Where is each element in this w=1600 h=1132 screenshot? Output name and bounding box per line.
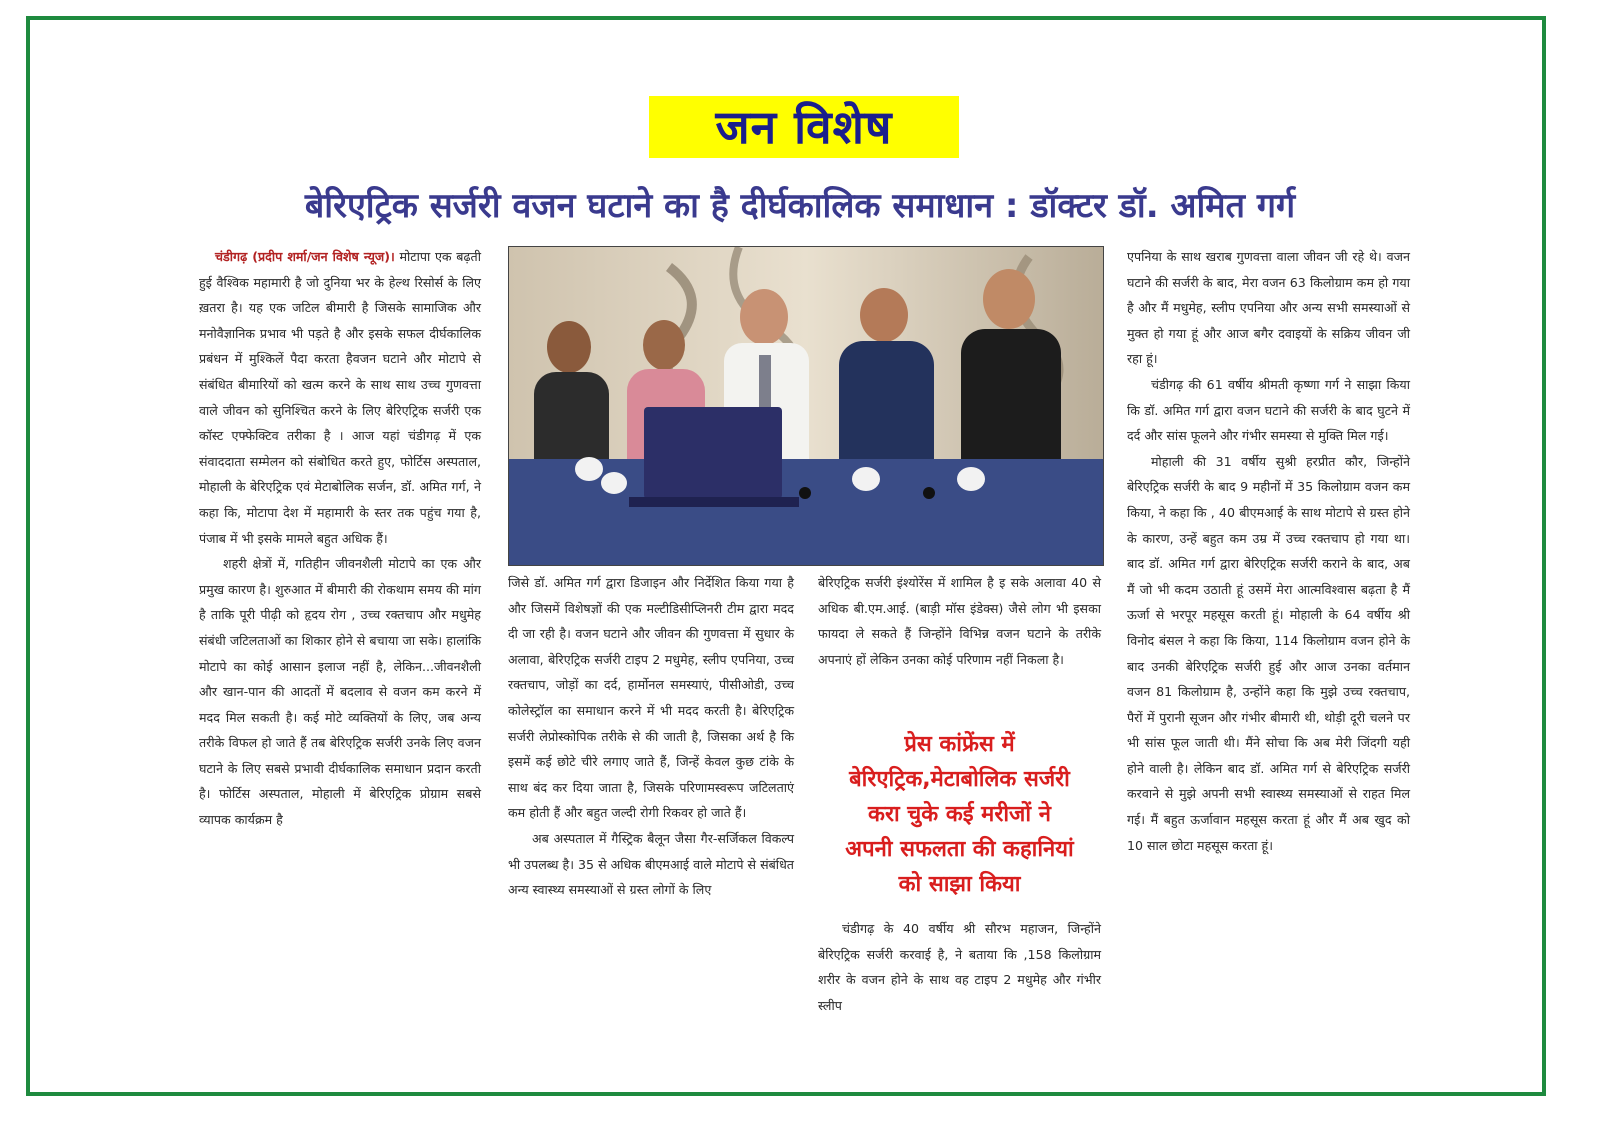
paragraph: मोहाली की 31 वर्षीय सुश्री हरप्रीत कौर, जिन्होंने बेरिएट्रिक सर्जरी के बाद 9 महीनों में 35 किलोग्राम वजन कम किया, ने कहा कि , 40 बीएमआई के साथ मोटापे से ग्रस्त होने के कारण, उन्हें बहुत कम उम्र में उच्च रक्तचाप हो गया था। बाद डॉ. अमित गर्ग द्वारा बेरिएट्रिक सर्जरी कराने के बाद, अब मैं जो भी कदम उठाती हूं उसमें मेरा आत्मविश्वास बढ़ता है मैं ऊर्जा से भरपूर महसूस करती हूं। मोहाली के 64 वर्षीय श्री विनोद बंसल ने कहा कि किया, 114 किलोग्राम वजन होने के बाद उनकी बेरिएट्रिक सर्जरी हुई और आज उनका वर्तमान वजन 81 किलोग्राम है, उन्होंने कहा कि मुझे उच्च रक्तचाप, पैरों में पुरानी सूजन और गंभीर बीमारी थी, थोड़ी दूरी चलने पर भी सांस फूल जाती थी। मैंने सोचा कि अब मेरी जिंदगी यही होने वाली है। लेकिन बाद डॉ. अमित गर्ग से बेरिएट्रिक सर्जरी करवाने से मुझे अपनी सभी स्वास्थ्य समस्याओं से राहत मिल गई। मैं बहुत ऊर्जावान महसूस करता हूं और मैं अब खुद को 10 साल छोटा महसूस करता हूं।	[1127, 453, 1410, 853]
paragraph: शहरी क्षेत्रों में, गतिहीन जीवनशैली मोटापे का एक और प्रमुख कारण है। शुरुआत में बीमारी की रोकथाम समय की मांग है ताकि पूरी पीढ़ी को हृदय रोग , उच्च रक्तचाप और मधुमेह संबंधी जटिलताओं का शिकार होने से बचाया जा सके। हालांकि मोटापे का कोई आसान इलाज नहीं है, लेकिन...जीवनशैली और खान-पान की आदतों में बदलाव से वजन कम करने में मदद मिल सकती है। कई मोटे व्यक्तियों के लिए, जब अन्य तरीके विफल हो जाते हैं तब बेरिएट्रिक सर्जरी उनके लिए वजन घटाने के लिए सबसे प्रभावी दीर्घकालिक समाधान प्रदान करती है। फोर्टिस अस्पताल, मोहाली में बेरिएट्रिक प्रोग्राम सबसे व्यापक कार्यक्रम है	[199, 556, 481, 828]
pull-quote-line: बेरिएट्रिक,मेटाबोलिक सर्जरी	[849, 767, 1070, 792]
paragraph: चंडीगढ़ की 61 वर्षीय श्रीमती कृष्णा गर्ग ने साझा किया कि डॉ. अमित गर्ग द्वारा वजन घटाने की सर्जरी के बाद घुटने में दर्द और सांस फूलने और गंभीर समस्या से मुक्ति मिल गई।	[1127, 376, 1410, 444]
press-conference-photo	[508, 246, 1104, 566]
paragraph: अब अस्पताल में गैस्ट्रिक बैलून जैसा गैर-सर्जिकल विकल्प भी उपलब्ध है। 35 से अधिक बीएमआई वाले मोटापे से संबंधित अन्य स्वास्थ्य समस्याओं से ग्रस्त लोगों के लिए	[508, 830, 794, 898]
pull-quote-line: को साझा किया	[898, 872, 1021, 897]
masthead: जन विशेष	[649, 96, 959, 158]
article-column-3	[818, 570, 1101, 672]
paragraph: बेरिएट्रिक सर्जरी इंश्योरेंस में शामिल है इ सके अलावा 40 से अधिक बी.एम.आई. (बाड़ी मॉस इंडेक्स) जैसे लोग भी इसका फायदा ले सकते हैं जिन्होंने विभिन्न वजन घटाने के तरीके अपनाएं हों लेकिन उनका कोई परिणाम नहीं निकला है।	[818, 575, 1101, 667]
article-column-4	[1127, 244, 1410, 858]
article-column-1	[199, 244, 481, 833]
pull-quote-line: करा चुके कई मरीजों ने	[868, 802, 1051, 827]
headline: बेरिएट्रिक सर्जरी वजन घटाने का है दीर्घकालिक समाधान : डॉक्टर डॉ. अमित गर्ग	[304, 186, 1296, 226]
article-column-3-continued	[818, 916, 1101, 1018]
dateline: चंडीगढ़ (प्रदीप शर्मा/जन विशेष न्यूज)।	[215, 249, 395, 264]
paragraph: मोटापा एक बढ़ती हुई वैश्विक महामारी है जो दुनिया भर के हेल्थ रिसोर्स के लिए ख़तरा है। यह एक जटिल बीमारी है जिसके सामाजिक और मनोवैज्ञानिक प्रभाव भी पड़ते है और इसके सफल दीर्घकालिक प्रबंधन में मुश्किलें पैदा करता हैवजन घटाने और मोटापे से संबंधित बीमारियों को खत्म करने के साथ साथ उच्च गुणवत्ता वाले जीवन को सुनिश्चित करने के लिए बेरिएट्रिक सर्जरी एक कॉस्ट एफ्फेक्टिव तरीका है । आज यहां चंडीगढ़ में एक संवाददाता सम्मेलन को संबोधित करते हुए, फोर्टिस अस्पताल, मोहाली के बेरिएट्रिक एवं मेटाबोलिक सर्जन, डॉ. अमित गर्ग, ने कहा कि, मोटापा देश में महामारी के स्तर तक पहुंच गया है, पंजाब में भी इसके मामले बहुत अधिक हैं।	[199, 249, 481, 546]
photo-illustration	[509, 247, 1103, 565]
paragraph: चंडीगढ़ के 40 वर्षीय श्री सौरभ महाजन, जिन्होंने बेरिएट्रिक सर्जरी करवाई है, ने बताया कि ,158 किलोग्राम शरीर के वजन होने के साथ वह टाइप 2 मधुमेह और गंभीर स्लीप	[818, 921, 1101, 1013]
article-column-2	[508, 570, 794, 903]
pull-quote	[818, 727, 1101, 902]
pull-quote-line: अपनी सफलता की कहानियां	[845, 837, 1074, 862]
paragraph: जिसे डॉ. अमित गर्ग द्वारा डिजाइन और निर्देशित किया गया है और जिसमें विशेषज्ञों की एक मल्टीडिसीप्लिनरी टीम द्वारा मदद दी जा रही है। वजन घटाने और जीवन की गुणवत्ता में सुधार के अलावा, बेरिएट्रिक सर्जरी टाइप 2 मधुमेह, स्लीप एपनिया, उच्च रक्तचाप, जोड़ों का दर्द, हार्मोनल समस्याएं, पीसीओडी, उच्च कोलेस्ट्रॉल का समाधान करने में भी मदद करती है। बेरिएट्रिक सर्जरी लेप्रोस्कोपिक तरीके से की जाती है, जिसका अर्थ है कि इसमें कई छोटे चीरे लगाए जाते हैं, जिन्हें केवल कुछ टांके के साथ बंद कर दिया जाता है, जिसके परिणामस्वरूप जटिलताएं कम होती हैं और बहुत जल्दी रोगी रिकवर हो जाते हैं।	[508, 575, 794, 821]
pull-quote-line: प्रेस कांफ्रेंस में	[904, 732, 1015, 757]
paragraph: एपनिया के साथ खराब गुणवत्ता वाला जीवन जी रहे थे। वजन घटाने की सर्जरी के बाद, मेरा वजन 63 किलोग्राम कम हो गया है और मैं मधुमेह, स्लीप एपनिया और अन्य सभी समस्याओं से मुक्त हो गया हूं और आज बगैर दवाइयों के सक्रिय जीवन जी रहा हूं।	[1127, 249, 1410, 367]
